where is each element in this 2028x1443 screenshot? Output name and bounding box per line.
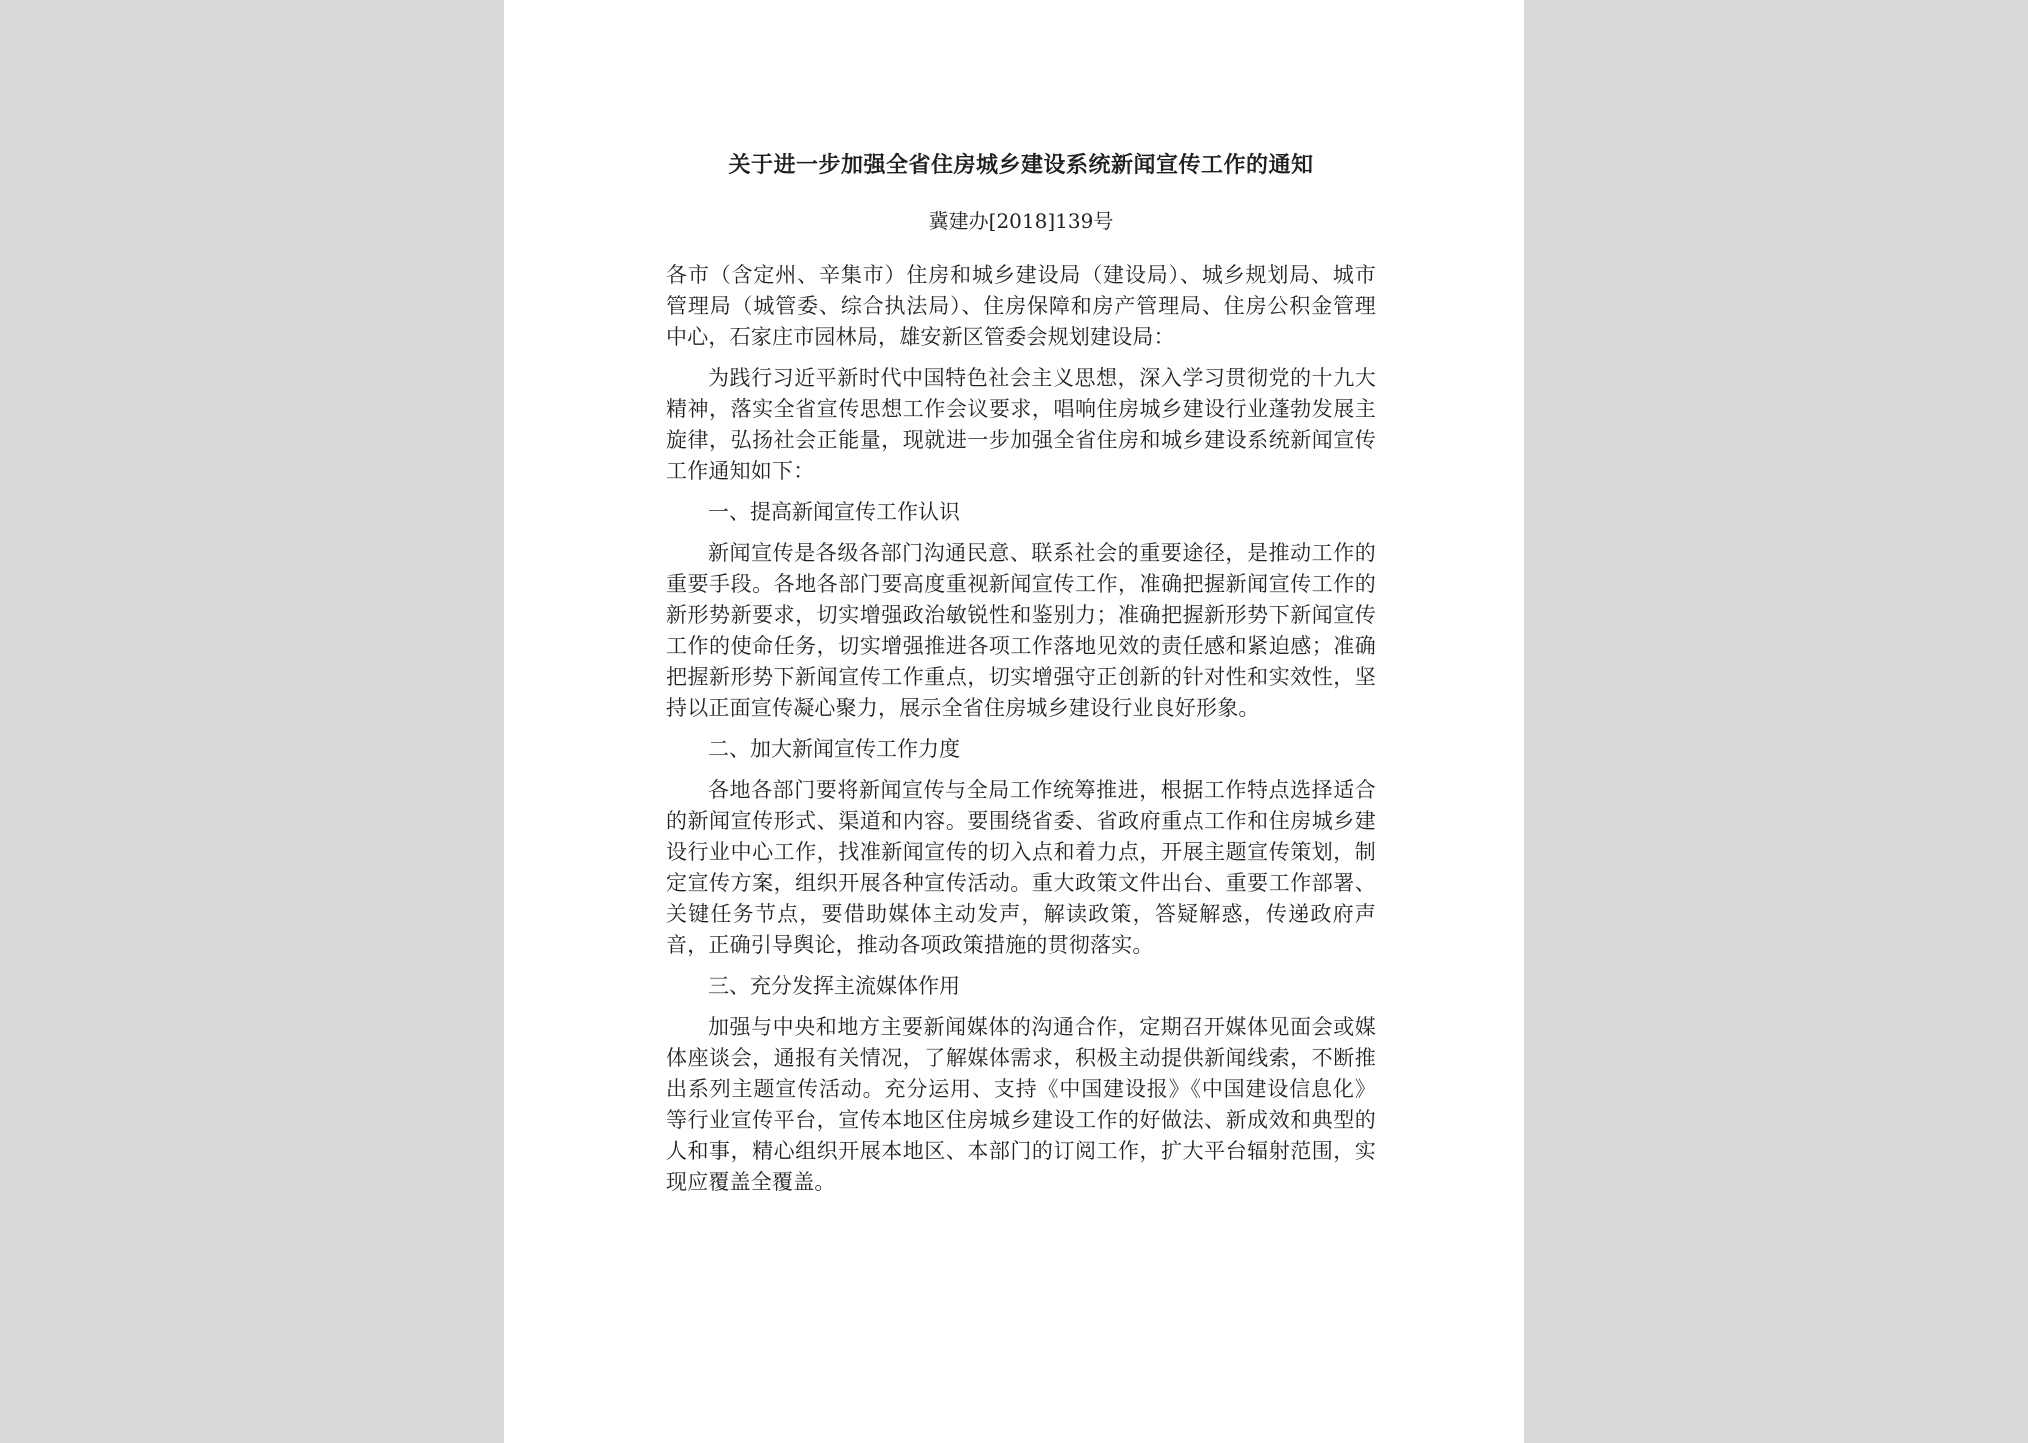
intro-paragraph: 为践行习近平新时代中国特色社会主义思想，深入学习贯彻党的十九大精神，落实全省宣传思想工作会议要求，唱响住房城乡建设行业蓬勃发展主旋律，弘扬社会正能量，现就进一步加强全省住房和城乡建设系统新闻宣传工作通知如下： [666,366,1376,483]
section-heading: 一、提高新闻宣传工作认识 [708,500,960,524]
section-heading: 二、加大新闻宣传工作力度 [708,737,960,761]
document-page [504,0,1524,1443]
addressee-paragraph: 各市（含定州、辛集市）住房和城乡建设局（建设局）、城乡规划局、城市管理局（城管委、综合执法局）、住房保障和房产管理局、住房公积金管理中心，石家庄市园林局，雄安新区管委会规划建设局： [666,263,1376,349]
document-number: 冀建办[2018]139号 [928,209,1114,233]
section-body: 加强与中央和地方主要新闻媒体的沟通合作，定期召开媒体见面会或媒体座谈会，通报有关情况，了解媒体需求，积极主动提供新闻线索，不断推出系列主题宣传活动。充分运用、支持《中国建设报》《中国建设信息化》等行业宣传平台，宣传本地区住房城乡建设工作的好做法、新成效和典型的人和事，精心组织开展本地区、本部门的订阅工作，扩大平台辐射范围，实现应覆盖全覆盖。 [666,1015,1376,1194]
section-body: 各地各部门要将新闻宣传与全局工作统筹推进，根据工作特点选择适合的新闻宣传形式、渠道和内容。要围绕省委、省政府重点工作和住房城乡建设行业中心工作，找准新闻宣传的切入点和着力点，开展主题宣传策划，制定宣传方案，组织开展各种宣传活动。重大政策文件出台、重要工作部署、关键任务节点，要借助媒体主动发声，解读政策，答疑解惑，传递政府声音，正确引导舆论，推动各项政策措施的贯彻落实。 [666,778,1376,957]
section-body: 新闻宣传是各级各部门沟通民意、联系社会的重要途径，是推动工作的重要手段。各地各部门要高度重视新闻宣传工作，准确把握新闻宣传工作的新形势新要求，切实增强政治敏锐性和鉴别力；准确把握新形势下新闻宣传工作的使命任务，切实增强推进各项工作落地见效的责任感和紧迫感；准确把握新形势下新闻宣传工作重点，切实增强守正创新的针对性和实效性，坚持以正面宣传凝心聚力，展示全省住房城乡建设行业良好形象。 [666,541,1376,720]
page-content [666,150,1376,1208]
section-heading: 三、充分发挥主流媒体作用 [708,974,960,998]
document-title: 关于进一步加强全省住房城乡建设系统新闻宣传工作的通知 [728,152,1314,178]
